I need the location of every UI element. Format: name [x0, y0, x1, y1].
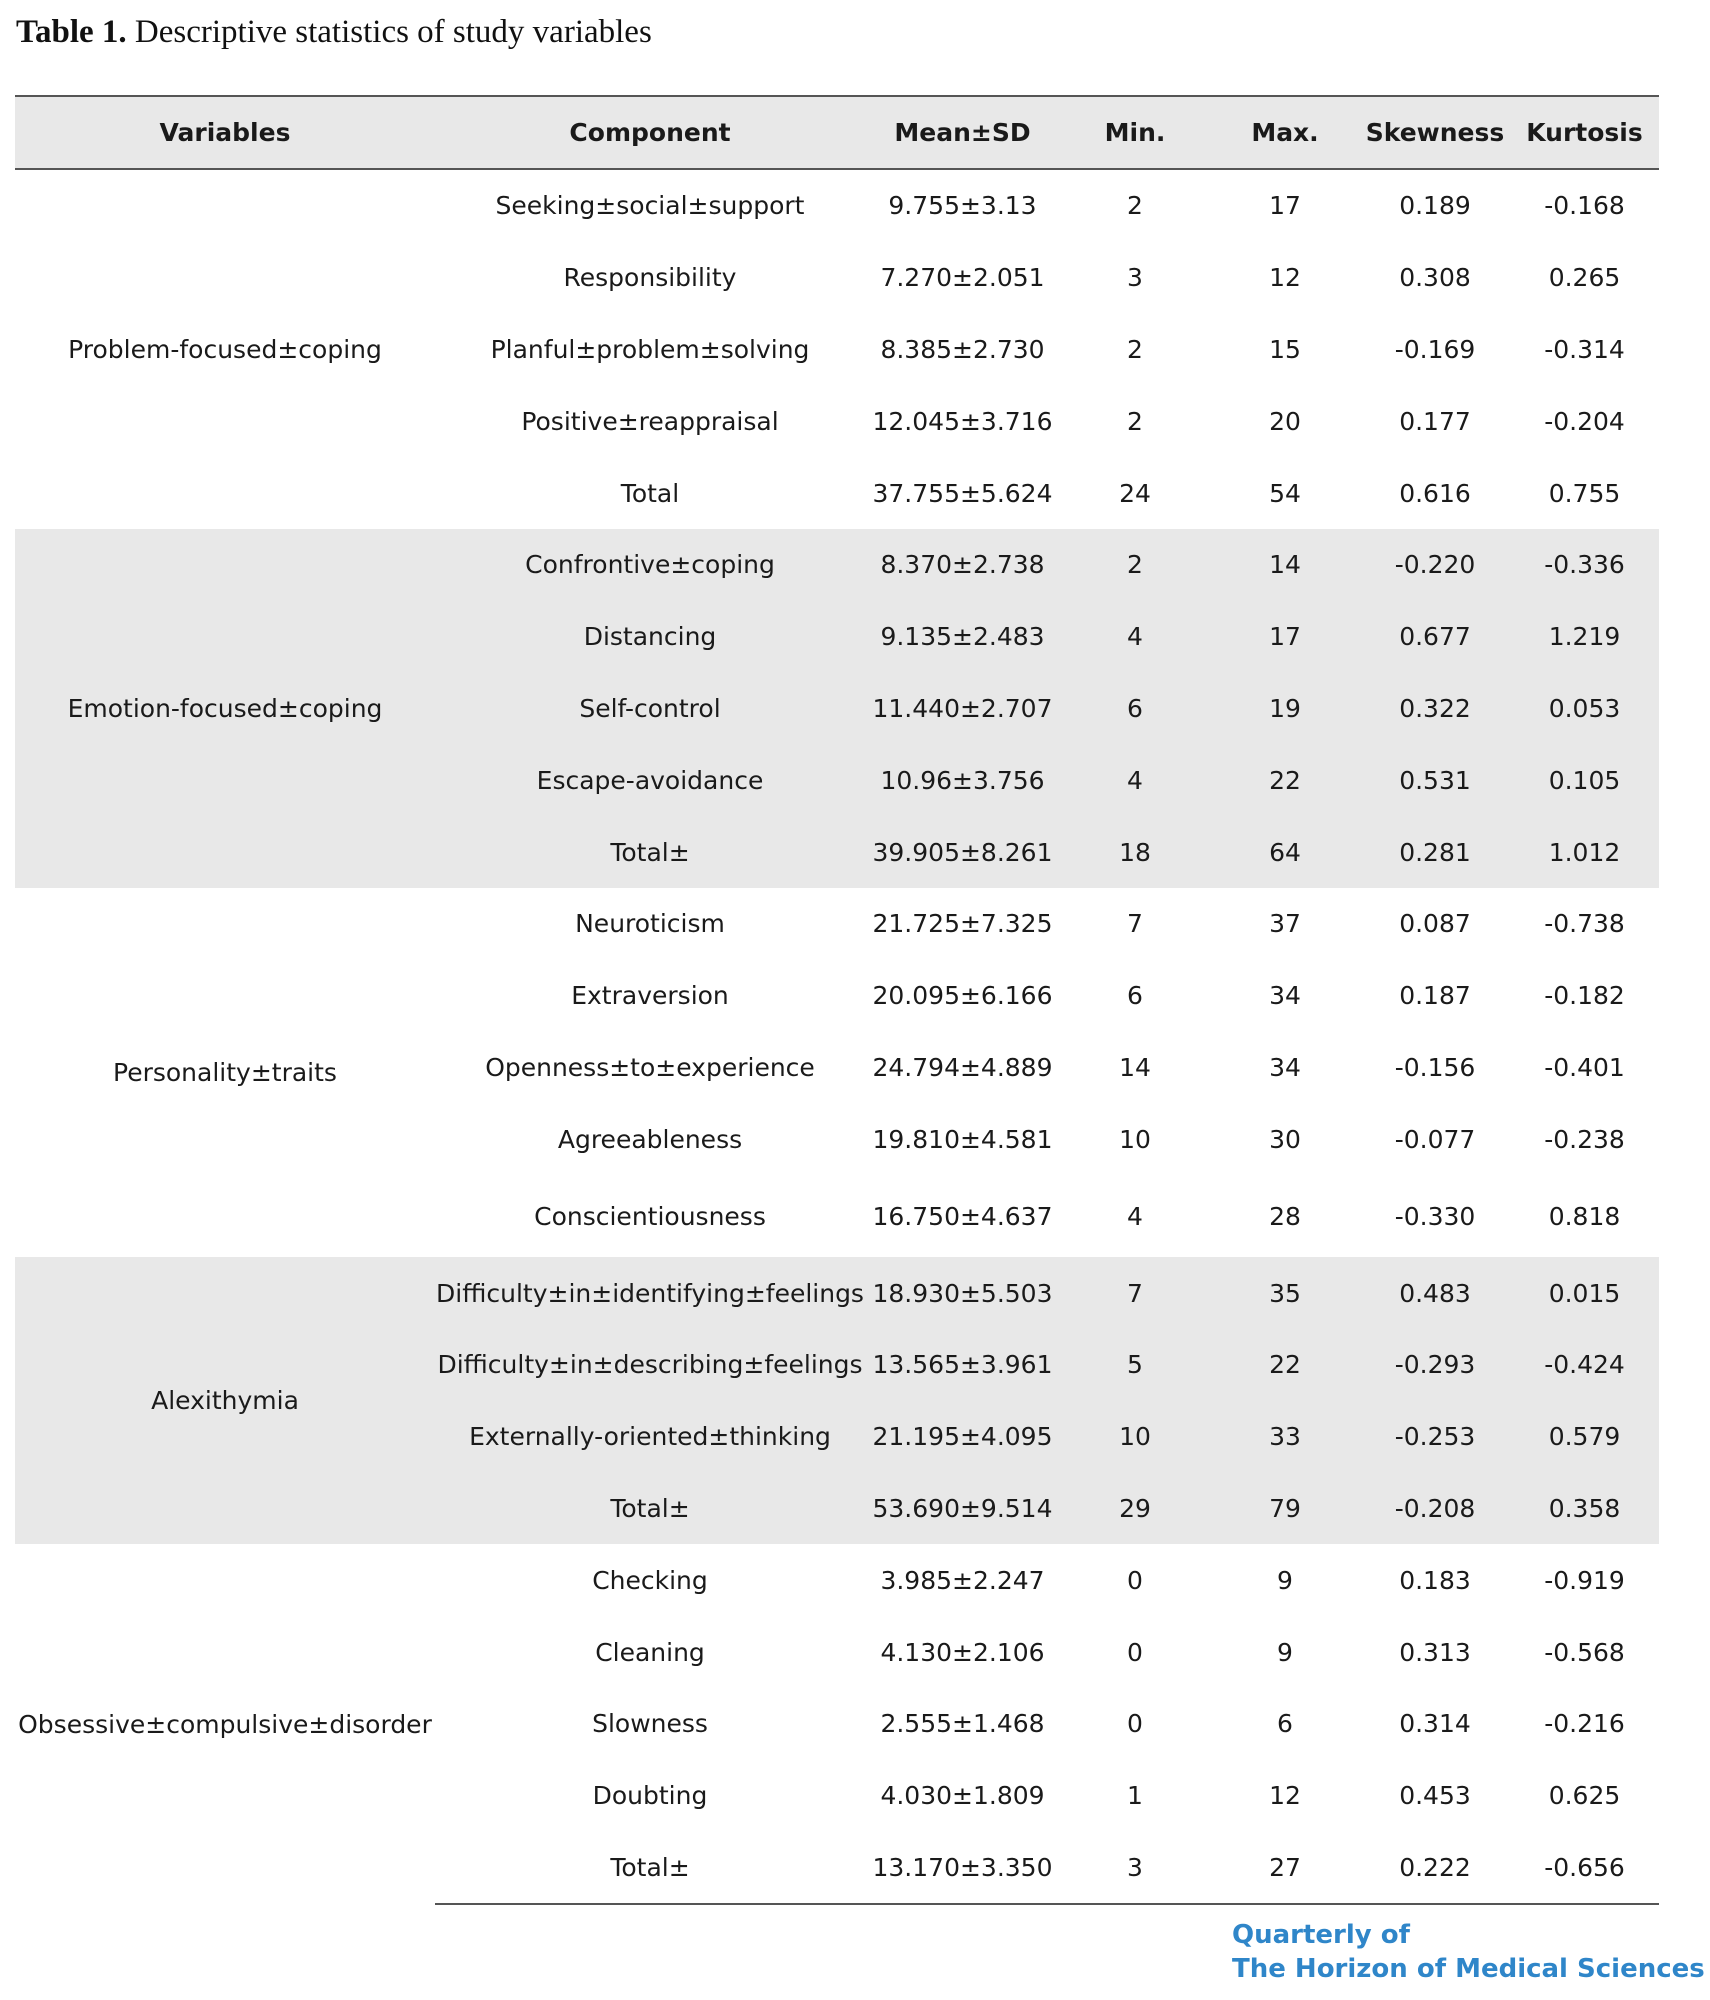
mean-sd-cell: 2.555±1.468 [880, 1709, 1045, 1739]
header-min: Min. [1060, 96, 1210, 169]
max-cell: 20 [1269, 406, 1301, 436]
min-cell: 4 [1060, 601, 1210, 673]
skewness-cell: -0.077 [1394, 1124, 1476, 1154]
kurtosis-cell: -0.424 [1510, 1329, 1659, 1401]
max-cell: 14 [1210, 529, 1360, 601]
table-title: Descriptive statistics of study variables [134, 14, 652, 50]
min-cell: 2 [1127, 406, 1143, 436]
table-row [15, 1257, 1659, 1329]
max-cell: 17 [1210, 601, 1360, 673]
kurtosis-cell: -0.216 [1544, 1709, 1625, 1739]
skewness-cell: 0.314 [1399, 1709, 1471, 1739]
min-cell: 3 [1060, 1832, 1210, 1905]
mean-sd-cell: 4.030±1.809 [880, 1781, 1045, 1811]
skewness-cell: 0.677 [1360, 601, 1510, 673]
min-cell: 18 [1060, 816, 1210, 888]
skewness-cell: 0.087 [1399, 909, 1471, 939]
variable-cell: Obsessive±compulsive±disorder [18, 1709, 432, 1739]
component-cell: Total± [435, 1473, 865, 1545]
mean-sd-cell: 7.270±2.051 [880, 263, 1045, 293]
variable-cell: Alexithymia [15, 1257, 435, 1544]
kurtosis-cell: 0.755 [1548, 478, 1621, 508]
skewness-cell: 0.483 [1360, 1257, 1510, 1329]
header-max: Max. [1210, 96, 1360, 169]
skewness-cell: 0.616 [1399, 478, 1471, 508]
kurtosis-cell: 0.015 [1510, 1257, 1659, 1329]
skewness-cell: 0.189 [1399, 191, 1471, 221]
max-cell: 9 [1277, 1565, 1293, 1595]
component-cell: Openness±to±experience [485, 1052, 815, 1082]
skewness-cell: -0.330 [1394, 1201, 1476, 1231]
min-cell: 2 [1127, 334, 1143, 364]
statistics-table-container [15, 95, 1659, 1905]
component-cell: Self-control [435, 673, 865, 745]
kurtosis-cell: 0.358 [1510, 1473, 1659, 1545]
kurtosis-cell: 0.053 [1510, 673, 1659, 745]
component-cell: Neuroticism [575, 909, 725, 939]
component-cell: Total [620, 478, 680, 508]
kurtosis-cell: 1.219 [1510, 601, 1659, 673]
skewness-cell: 0.308 [1399, 263, 1471, 293]
mean-sd-cell: 4.130±2.106 [880, 1637, 1045, 1667]
mean-sd-cell: 8.385±2.730 [880, 334, 1045, 364]
max-cell: 30 [1269, 1124, 1301, 1154]
max-cell: 37 [1269, 909, 1301, 939]
mean-sd-cell: 19.810±4.581 [872, 1124, 1053, 1154]
kurtosis-cell: -0.182 [1544, 981, 1625, 1011]
component-cell: Difficulty±in±identifying±feelings [435, 1257, 865, 1329]
mean-sd-cell: 9.755±3.13 [888, 191, 1037, 221]
table-caption [16, 14, 652, 51]
max-cell: 12 [1269, 263, 1301, 293]
min-cell: 7 [1127, 909, 1143, 939]
max-cell: 15 [1269, 334, 1301, 364]
skewness-cell: -0.169 [1394, 334, 1476, 364]
max-cell: 22 [1210, 1329, 1360, 1401]
min-cell: 5 [1060, 1329, 1210, 1401]
mean-sd-cell: 18.930±5.503 [865, 1257, 1060, 1329]
min-cell: 0 [1127, 1565, 1143, 1595]
skewness-cell: 0.177 [1399, 406, 1471, 436]
max-cell: 35 [1210, 1257, 1360, 1329]
kurtosis-cell: 0.579 [1510, 1401, 1659, 1473]
kurtosis-cell: -0.314 [1544, 334, 1625, 364]
min-cell: 3 [1127, 263, 1143, 293]
kurtosis-cell: -0.204 [1544, 406, 1625, 436]
header-mean-sd: Mean±SD [865, 96, 1060, 169]
kurtosis-cell: -0.336 [1510, 529, 1659, 601]
max-cell: 33 [1210, 1401, 1360, 1473]
table-row [15, 888, 1659, 960]
max-cell: 9 [1277, 1637, 1293, 1667]
mean-sd-cell: 9.135±2.483 [865, 601, 1060, 673]
table-row [15, 1544, 1659, 1616]
mean-sd-cell: 21.725±7.325 [872, 909, 1053, 939]
kurtosis-cell: -0.568 [1544, 1637, 1625, 1667]
mean-sd-cell: 13.565±3.961 [865, 1329, 1060, 1401]
component-cell: Extraversion [571, 981, 729, 1011]
max-cell: 79 [1210, 1473, 1360, 1545]
kurtosis-cell: -0.238 [1544, 1124, 1625, 1154]
component-cell: Cleaning [595, 1637, 705, 1667]
skewness-cell: -0.293 [1360, 1329, 1510, 1401]
min-cell: 4 [1127, 1201, 1143, 1231]
max-cell: 6 [1277, 1709, 1293, 1739]
header-variables: Variables [15, 96, 435, 169]
skewness-cell: -0.220 [1360, 529, 1510, 601]
component-cell: Responsibility [563, 263, 737, 293]
mean-sd-cell: 11.440±2.707 [865, 673, 1060, 745]
min-cell: 6 [1127, 981, 1143, 1011]
table-body [15, 169, 1659, 1904]
max-cell: 64 [1210, 816, 1360, 888]
min-cell: 4 [1060, 744, 1210, 816]
kurtosis-cell: -0.738 [1544, 909, 1625, 939]
journal-logo-line1: Quarterly of [1232, 1920, 1410, 1950]
skewness-cell: 0.281 [1360, 816, 1510, 888]
mean-sd-cell: 12.045±3.716 [872, 406, 1053, 436]
skewness-cell: 0.453 [1399, 1781, 1471, 1811]
max-cell: 17 [1269, 191, 1301, 221]
max-cell: 34 [1269, 981, 1301, 1011]
journal-logo-line2: The Horizon of Medical Sciences [1232, 1954, 1705, 1984]
min-cell: 1 [1127, 1781, 1143, 1811]
header-skewness: Skewness [1360, 96, 1510, 169]
kurtosis-cell: -0.919 [1544, 1565, 1625, 1595]
max-cell: 28 [1269, 1201, 1301, 1231]
mean-sd-cell: 8.370±2.738 [865, 529, 1060, 601]
header-kurtosis: Kurtosis [1510, 96, 1659, 169]
mean-sd-cell: 39.905±8.261 [865, 816, 1060, 888]
component-cell: Checking [592, 1565, 708, 1595]
component-cell: Externally-oriented±thinking [435, 1401, 865, 1473]
min-cell: 6 [1060, 673, 1210, 745]
descriptive-statistics-table [15, 95, 1659, 1905]
kurtosis-cell: -0.168 [1544, 191, 1625, 221]
mean-sd-cell: 10.96±3.756 [865, 744, 1060, 816]
kurtosis-cell: -0.401 [1544, 1052, 1625, 1082]
max-cell: 12 [1269, 1781, 1301, 1811]
skewness-cell: 0.313 [1399, 1637, 1471, 1667]
mean-sd-cell: 37.755±5.624 [872, 478, 1053, 508]
variable-cell: Emotion-focused±coping [15, 529, 435, 888]
component-cell: Positive±reappraisal [521, 406, 779, 436]
component-cell: Difficulty±in±describing±feelings [435, 1329, 865, 1401]
header-component: Component [435, 96, 865, 169]
kurtosis-cell: 0.625 [1548, 1781, 1621, 1811]
min-cell: 2 [1127, 191, 1143, 221]
component-cell: Planful±problem±solving [490, 334, 810, 364]
max-cell: 27 [1210, 1832, 1360, 1905]
variable-cell: Problem-focused±coping [68, 334, 382, 364]
component-cell: Agreeableness [557, 1124, 743, 1154]
skewness-cell: 0.183 [1399, 1565, 1471, 1595]
kurtosis-cell: -0.656 [1510, 1832, 1659, 1905]
skewness-cell: -0.208 [1360, 1473, 1510, 1545]
min-cell: 24 [1119, 478, 1151, 508]
component-cell: Conscientiousness [534, 1201, 766, 1231]
mean-sd-cell: 24.794±4.889 [872, 1052, 1053, 1082]
min-cell: 10 [1119, 1124, 1151, 1154]
table-row [15, 529, 1659, 601]
journal-logo [1232, 1918, 1705, 1986]
min-cell: 14 [1119, 1052, 1151, 1082]
kurtosis-cell: 0.818 [1548, 1201, 1621, 1231]
component-cell: Seeking±social±support [495, 191, 805, 221]
skewness-cell: 0.531 [1360, 744, 1510, 816]
min-cell: 2 [1060, 529, 1210, 601]
min-cell: 0 [1127, 1637, 1143, 1667]
kurtosis-cell: 1.012 [1510, 816, 1659, 888]
variable-cell: Personality±traits [113, 1058, 337, 1088]
max-cell: 22 [1210, 744, 1360, 816]
component-cell: Doubting [592, 1781, 708, 1811]
mean-sd-cell: 20.095±6.166 [872, 981, 1053, 1011]
table-label: Table 1. [16, 14, 127, 50]
header-row [15, 96, 1659, 169]
table-row [15, 169, 1659, 242]
mean-sd-cell: 53.690±9.514 [865, 1473, 1060, 1545]
skewness-cell: -0.253 [1360, 1401, 1510, 1473]
min-cell: 7 [1060, 1257, 1210, 1329]
component-cell: Distancing [435, 601, 865, 673]
skewness-cell: -0.156 [1394, 1052, 1476, 1082]
max-cell: 54 [1269, 478, 1301, 508]
kurtosis-cell: 0.265 [1548, 263, 1621, 293]
max-cell: 19 [1210, 673, 1360, 745]
min-cell: 29 [1060, 1473, 1210, 1545]
skewness-cell: 0.187 [1399, 981, 1471, 1011]
component-cell: Total± [435, 816, 865, 888]
mean-sd-cell: 3.985±2.247 [880, 1565, 1045, 1595]
component-cell: Total± [435, 1832, 865, 1905]
component-cell: Escape-avoidance [435, 744, 865, 816]
min-cell: 0 [1127, 1709, 1143, 1739]
kurtosis-cell: 0.105 [1510, 744, 1659, 816]
component-cell: Confrontive±coping [435, 529, 865, 601]
max-cell: 34 [1269, 1052, 1301, 1082]
component-cell: Slowness [592, 1709, 708, 1739]
min-cell: 10 [1060, 1401, 1210, 1473]
mean-sd-cell: 21.195±4.095 [865, 1401, 1060, 1473]
mean-sd-cell: 13.170±3.350 [865, 1832, 1060, 1905]
mean-sd-cell: 16.750±4.637 [872, 1201, 1053, 1231]
skewness-cell: 0.322 [1360, 673, 1510, 745]
skewness-cell: 0.222 [1360, 1832, 1510, 1905]
